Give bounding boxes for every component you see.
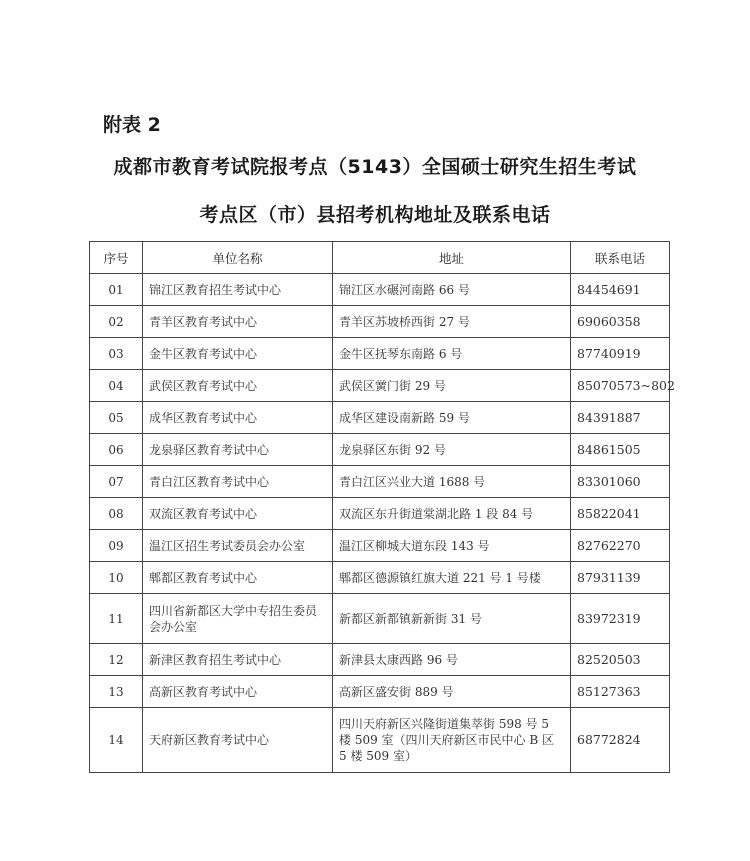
table-row	[90, 402, 670, 434]
row-address: 高新区盛安街 889 号	[333, 676, 571, 708]
header-unit-name: 单位名称	[143, 242, 333, 274]
row-phone: 85822041	[571, 498, 670, 530]
row-serial-no: 14	[90, 708, 143, 773]
table-row	[90, 306, 670, 338]
row-unit-name: 成华区教育考试中心	[143, 402, 333, 434]
row-serial-no: 08	[90, 498, 143, 530]
table-row	[90, 676, 670, 708]
row-phone: 87740919	[571, 338, 670, 370]
table-header-row	[90, 242, 670, 274]
table-row	[90, 530, 670, 562]
row-serial-no: 10	[90, 562, 143, 594]
row-address: 武侯区黉门街 29 号	[333, 370, 571, 402]
row-serial-no: 05	[90, 402, 143, 434]
row-unit-name: 四川省新都区大学中专招生委员会办公室	[143, 594, 333, 644]
row-address: 四川天府新区兴隆街道集萃街 598 号 5 楼 509 室（四川天府新区市民中心 B 区 5 楼 509 室）	[333, 708, 571, 773]
row-phone: 68772824	[571, 708, 670, 773]
row-unit-name: 天府新区教育考试中心	[143, 708, 333, 773]
row-phone: 84861505	[571, 434, 670, 466]
row-serial-no: 02	[90, 306, 143, 338]
table-row	[90, 644, 670, 676]
row-phone: 82762270	[571, 530, 670, 562]
table-row	[90, 274, 670, 306]
row-phone: 83301060	[571, 466, 670, 498]
row-serial-no: 04	[90, 370, 143, 402]
row-address: 金牛区抚琴东南路 6 号	[333, 338, 571, 370]
table-row	[90, 466, 670, 498]
row-phone: 82520503	[571, 644, 670, 676]
exam-office-table	[89, 241, 675, 773]
table-row	[90, 562, 670, 594]
document-title-line-2: 考点区（市）县招考机构地址及联系电话	[199, 204, 551, 226]
row-address: 新津县太康西路 96 号	[333, 644, 571, 676]
row-address: 新都区新都镇新新街 31 号	[333, 594, 571, 644]
row-serial-no: 03	[90, 338, 143, 370]
row-unit-name: 金牛区教育考试中心	[143, 338, 333, 370]
row-phone: 69060358	[571, 306, 670, 338]
row-serial-no: 06	[90, 434, 143, 466]
row-unit-name: 双流区教育考试中心	[143, 498, 333, 530]
row-serial-no: 12	[90, 644, 143, 676]
header-phone: 联系电话	[571, 242, 670, 274]
row-address: 锦江区水碾河南路 66 号	[333, 274, 571, 306]
table-row	[90, 708, 670, 773]
row-serial-no: 01	[90, 274, 143, 306]
table-row	[90, 594, 670, 644]
row-unit-name: 高新区教育考试中心	[143, 676, 333, 708]
header-address: 地址	[333, 242, 571, 274]
row-phone: 85070573~802	[571, 370, 670, 402]
row-phone: 87931139	[571, 562, 670, 594]
row-unit-name: 郫都区教育考试中心	[143, 562, 333, 594]
row-phone: 84391887	[571, 402, 670, 434]
row-address: 郫都区德源镇红旗大道 221 号 1 号楼	[333, 562, 571, 594]
row-address: 成华区建设南新路 59 号	[333, 402, 571, 434]
table-row	[90, 370, 670, 402]
row-unit-name: 锦江区教育招生考试中心	[143, 274, 333, 306]
row-unit-name: 武侯区教育考试中心	[143, 370, 333, 402]
row-address: 温江区柳城大道东段 143 号	[333, 530, 571, 562]
row-serial-no: 13	[90, 676, 143, 708]
row-unit-name: 温江区招生考试委员会办公室	[143, 530, 333, 562]
attachment-label: 附表 2	[103, 114, 161, 136]
row-serial-no: 11	[90, 594, 143, 644]
table-row	[90, 498, 670, 530]
row-unit-name: 新津区教育招生考试中心	[143, 644, 333, 676]
row-phone: 85127363	[571, 676, 670, 708]
row-address: 青白江区兴业大道 1688 号	[333, 466, 571, 498]
row-phone: 83972319	[571, 594, 670, 644]
header-serial-no: 序号	[90, 242, 143, 274]
row-unit-name: 青羊区教育考试中心	[143, 306, 333, 338]
row-address: 青羊区苏坡桥西街 27 号	[333, 306, 571, 338]
row-address: 龙泉驿区东街 92 号	[333, 434, 571, 466]
row-serial-no: 07	[90, 466, 143, 498]
row-phone: 84454691	[571, 274, 670, 306]
table-row	[90, 434, 670, 466]
row-unit-name: 龙泉驿区教育考试中心	[143, 434, 333, 466]
row-address: 双流区东升街道棠湖北路 1 段 84 号	[333, 498, 571, 530]
row-unit-name: 青白江区教育考试中心	[143, 466, 333, 498]
table-row	[90, 338, 670, 370]
row-serial-no: 09	[90, 530, 143, 562]
document-title-line-1: 成都市教育考试院报考点（5143）全国硕士研究生招生考试	[113, 156, 637, 178]
